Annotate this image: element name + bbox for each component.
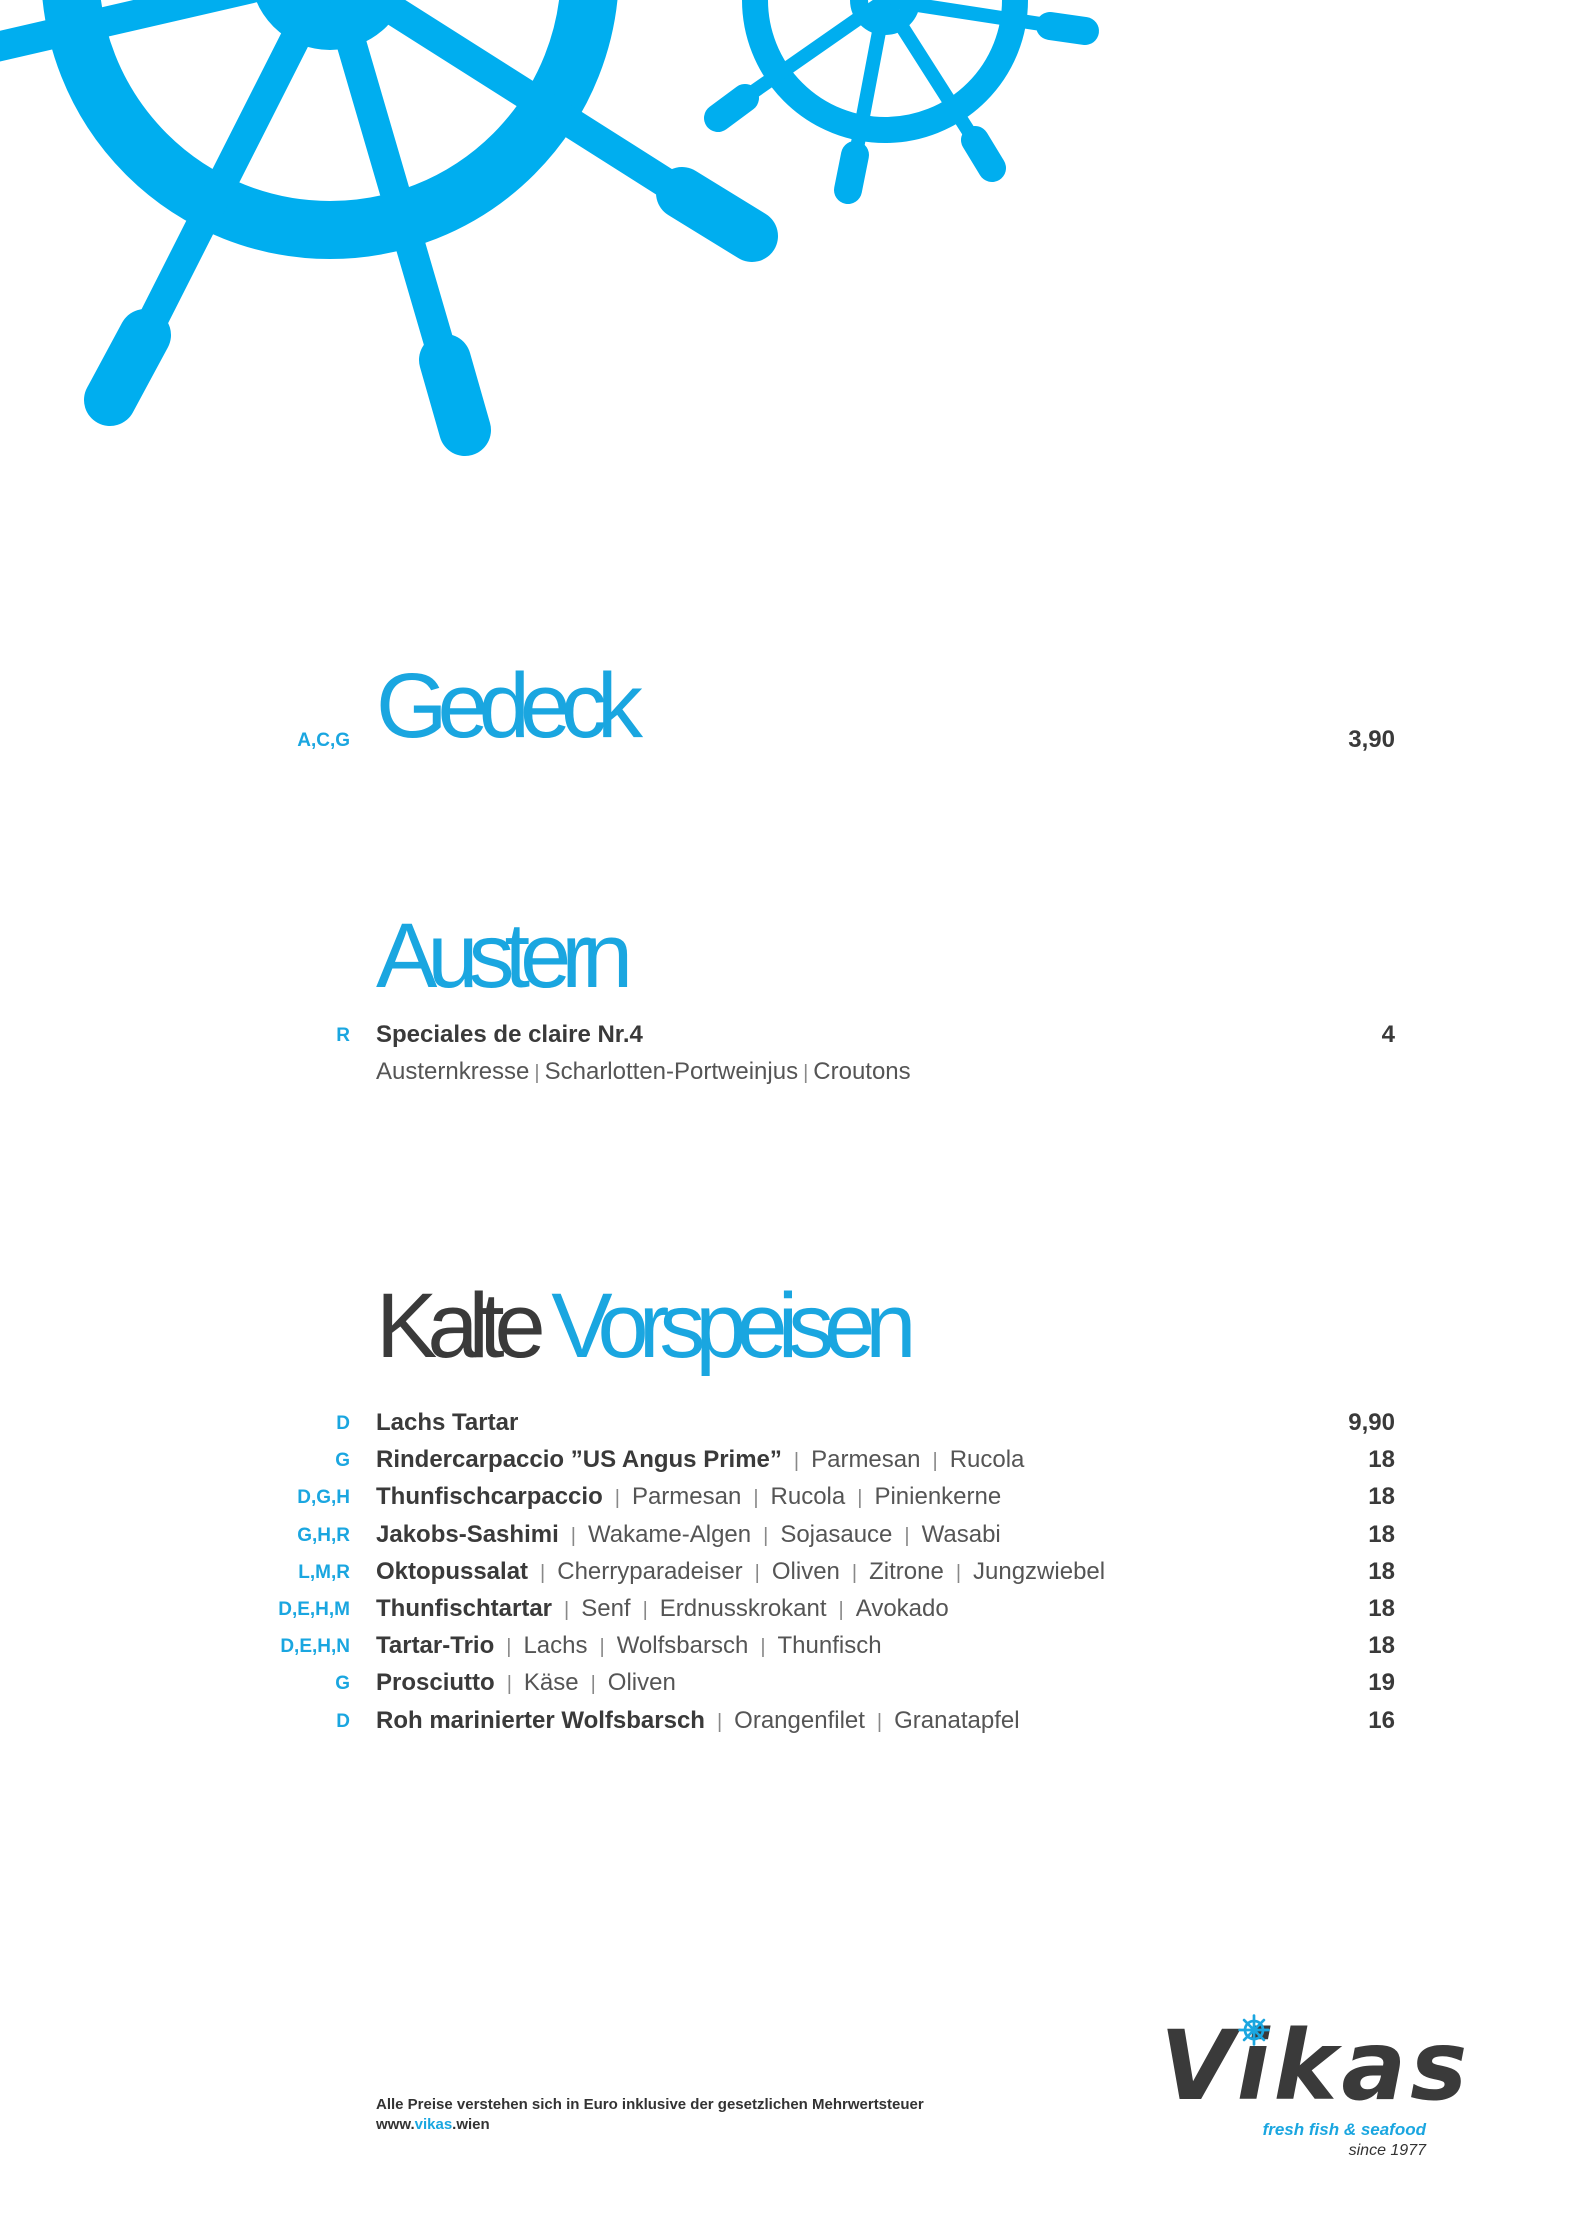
allergen-codes: A,C,G <box>297 730 350 751</box>
description-part: Austernkresse <box>376 1058 530 1085</box>
dish-option: Avokado <box>855 1595 949 1622</box>
price: 18 <box>1368 1446 1395 1474</box>
dish-option: Parmesan <box>811 1446 921 1474</box>
menu-item <box>0 1405 1571 1442</box>
section-title-part: Vorspeisen <box>551 1275 907 1377</box>
dish-title: Jakobs-Sashimi <box>376 1520 559 1548</box>
logo-since: since 1977 <box>1348 2142 1426 2159</box>
separator: | <box>876 1710 883 1733</box>
menu-item <box>0 1591 1571 1628</box>
dish-title: Speciales de claire Nr.4 <box>376 1021 643 1048</box>
allergen-codes: D,E,H,M <box>278 1599 350 1620</box>
separator: | <box>754 1561 760 1584</box>
allergen-codes: L,M,R <box>298 1561 350 1583</box>
menu-item <box>0 1665 1571 1702</box>
dish-name <box>376 1446 1024 1474</box>
dish-name <box>376 1483 1001 1511</box>
allergen-codes: G <box>335 1673 350 1695</box>
dish-name <box>376 1021 643 1049</box>
menu-item <box>0 1479 1571 1516</box>
allergen-codes: D,G,H <box>297 1487 350 1509</box>
dish-name <box>376 1669 676 1697</box>
price: 18 <box>1368 1557 1395 1585</box>
separator: | <box>716 1710 723 1733</box>
separator: | <box>540 1561 546 1584</box>
price: 18 <box>1368 1520 1395 1548</box>
separator: | <box>793 1450 800 1473</box>
dish-title: Rindercarpaccio ”US Angus Prime” <box>376 1446 782 1474</box>
ship-wheel-decoration <box>0 0 1571 480</box>
allergen-codes: D,E,H,N <box>280 1636 350 1658</box>
separator: | <box>642 1599 648 1621</box>
separator: | <box>904 1524 910 1547</box>
section-title-part: Kalte <box>376 1275 536 1377</box>
menu-item <box>0 1442 1571 1479</box>
separator: | <box>599 1636 605 1659</box>
separator: | <box>570 1524 576 1547</box>
dish-option: Wolfsbarsch <box>616 1632 749 1660</box>
separator: | <box>857 1487 863 1510</box>
section-gedeck <box>0 650 1571 770</box>
allergen-codes: G <box>335 1450 350 1472</box>
price: 9,90 <box>1348 1409 1395 1436</box>
logo-tagline: fresh fish & seafood <box>1262 2120 1426 2139</box>
dish-option: Wakame-Algen <box>587 1520 752 1548</box>
menu-item <box>0 1517 1571 1554</box>
web-brand: vikas <box>414 2116 453 2133</box>
price: 3,90 <box>1348 726 1395 753</box>
allergen-codes: D <box>336 1710 350 1732</box>
allergen-codes: R <box>336 1025 350 1046</box>
dish-option: Erdnusskrokant <box>659 1595 827 1622</box>
dish-option: Jungzwiebel <box>973 1557 1106 1585</box>
description-part: Scharlotten-Portweinjus <box>544 1058 799 1085</box>
allergen-codes: G,H,R <box>297 1524 350 1546</box>
menu-item <box>0 1017 1571 1054</box>
dish-option: Granatapfel <box>894 1706 1020 1734</box>
price: 4 <box>1381 1021 1395 1048</box>
separator: | <box>803 1062 809 1084</box>
dish-option: Oliven <box>771 1557 840 1585</box>
dish-name <box>376 1521 1001 1549</box>
dish-option: Lachs <box>523 1632 588 1660</box>
vikas-logo <box>1160 2010 1472 2170</box>
price-note: Alle Preise verstehen sich in Euro inklusive der gesetzlichen Mehrwertsteuer <box>376 2096 924 2113</box>
section-austern <box>0 900 1571 1100</box>
dish-option: Sojasauce <box>780 1520 893 1548</box>
separator: | <box>506 1636 512 1659</box>
dish-title: Oktopussalat <box>376 1557 529 1585</box>
dish-option: Parmesan <box>631 1483 742 1511</box>
dish-description <box>376 1058 911 1086</box>
footer <box>376 2095 924 2135</box>
ship-wheel-icon <box>0 0 752 430</box>
menu-item <box>0 1703 1571 1740</box>
separator: | <box>763 1524 769 1547</box>
dish-option: Rucola <box>949 1446 1025 1474</box>
dish-title: Thunfischtartar <box>376 1595 553 1622</box>
separator: | <box>851 1561 858 1584</box>
separator: | <box>564 1599 570 1621</box>
price: 16 <box>1368 1706 1395 1734</box>
dish-option: Thunfisch <box>777 1632 882 1660</box>
dish-option: Rucola <box>770 1483 846 1511</box>
menu-item <box>0 1554 1571 1591</box>
website <box>376 2115 924 2135</box>
dish-title: Thunfischcarpaccio <box>376 1483 603 1511</box>
section-title: Gedeck <box>376 655 634 757</box>
section-title <box>376 1275 907 1377</box>
price: 18 <box>1368 1595 1395 1622</box>
separator: | <box>534 1062 540 1084</box>
separator: | <box>838 1599 844 1621</box>
web-suffix: .wien <box>452 2116 490 2133</box>
price: 19 <box>1368 1669 1395 1697</box>
dish-name <box>376 1632 882 1660</box>
dish-title: Lachs Tartar <box>376 1409 519 1436</box>
logo-wordmark: Vikas <box>1160 2010 1472 2122</box>
price: 18 <box>1368 1483 1395 1511</box>
dish-option: Oliven <box>607 1669 676 1697</box>
menu-item <box>0 1628 1571 1665</box>
dish-option: Senf <box>581 1595 631 1622</box>
ship-wheel-icon <box>718 0 1085 190</box>
dish-title: Prosciutto <box>376 1669 495 1697</box>
web-prefix: www. <box>376 2116 415 2133</box>
description-part: Croutons <box>813 1058 911 1085</box>
dish-option: Käse <box>523 1669 579 1697</box>
ship-wheel-icon <box>1236 2012 1272 2048</box>
separator: | <box>614 1487 620 1510</box>
separator: | <box>932 1450 938 1473</box>
dish-option: Zitrone <box>869 1557 944 1585</box>
separator: | <box>753 1487 759 1510</box>
separator: | <box>955 1561 962 1584</box>
dish-name <box>376 1558 1105 1586</box>
dish-option: Cherryparadeiser <box>557 1557 743 1585</box>
dish-option: Orangenfilet <box>734 1706 865 1734</box>
section-kalte-vorspeisen <box>0 1270 1571 1740</box>
separator: | <box>590 1673 596 1696</box>
separator: | <box>506 1673 512 1696</box>
dish-title: Tartar-Trio <box>376 1632 495 1660</box>
price: 18 <box>1368 1632 1395 1660</box>
section-title: Austern <box>376 905 624 1007</box>
dish-option: Wasabi <box>921 1520 1001 1548</box>
dish-name <box>376 1707 1020 1735</box>
dish-name <box>376 1409 518 1437</box>
dish-title: Roh marinierter Wolfsbarsch <box>376 1706 705 1734</box>
dish-option: Pinienkerne <box>874 1483 1002 1511</box>
dish-name <box>376 1595 949 1623</box>
allergen-codes: D <box>336 1413 350 1434</box>
separator: | <box>760 1636 766 1659</box>
